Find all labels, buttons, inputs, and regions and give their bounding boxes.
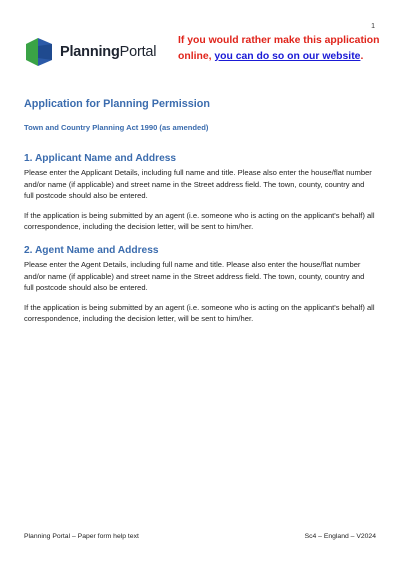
section-paragraph: Please enter the Agent Details, including full name and title. Please also enter the house/flat number and/or name (if applicable) and street name in the Street address field. The town, county, country and full postcode should also be entered.	[24, 260, 365, 293]
online-note-end: .	[360, 51, 364, 62]
logo-brand-bold: Planning	[60, 44, 120, 60]
section-applicant-name-address	[24, 153, 376, 241]
section-agent-name-address	[24, 245, 376, 333]
website-link[interactable]: you can do so on our website	[214, 51, 361, 62]
section-heading: 1. Applicant Name and Address	[24, 153, 177, 164]
online-application-note	[178, 33, 388, 65]
online-note-text: If you would rather make this application online,	[178, 35, 380, 62]
footer-right-text: Sc4 – England – V2024	[304, 533, 376, 540]
section-paragraph: If the application is being submitted by an agent (i.e. someone who is acting on the applicant's behalf) all correspondence, including the decision letter, will be sent to him/her.	[24, 302, 375, 324]
page-title: Application for Planning Permission	[24, 98, 210, 110]
page-subtitle: Town and Country Planning Act 1990 (as amended)	[24, 123, 209, 132]
section-heading: 2. Agent Name and Address	[24, 245, 159, 256]
page-number: 1	[371, 23, 375, 30]
logo-brand-regular: Portal	[119, 44, 157, 60]
section-paragraph: Please enter the Applicant Details, including full name and title. Please also enter the house/flat number and/or name (if applicable) and street name in the Street address field. The town, county, country and full postcode should also be entered.	[24, 168, 372, 201]
logo-wordmark	[60, 44, 156, 60]
section-paragraph: If the application is being submitted by an agent (i.e. someone who is acting on the applicant's behalf) all correspondence, including the decision letter, will be sent to him/her.	[24, 210, 375, 232]
footer-left-text: Planning Portal – Paper form help text	[24, 533, 139, 540]
planning-portal-logo-icon	[24, 36, 54, 68]
planning-portal-logo	[24, 36, 156, 68]
